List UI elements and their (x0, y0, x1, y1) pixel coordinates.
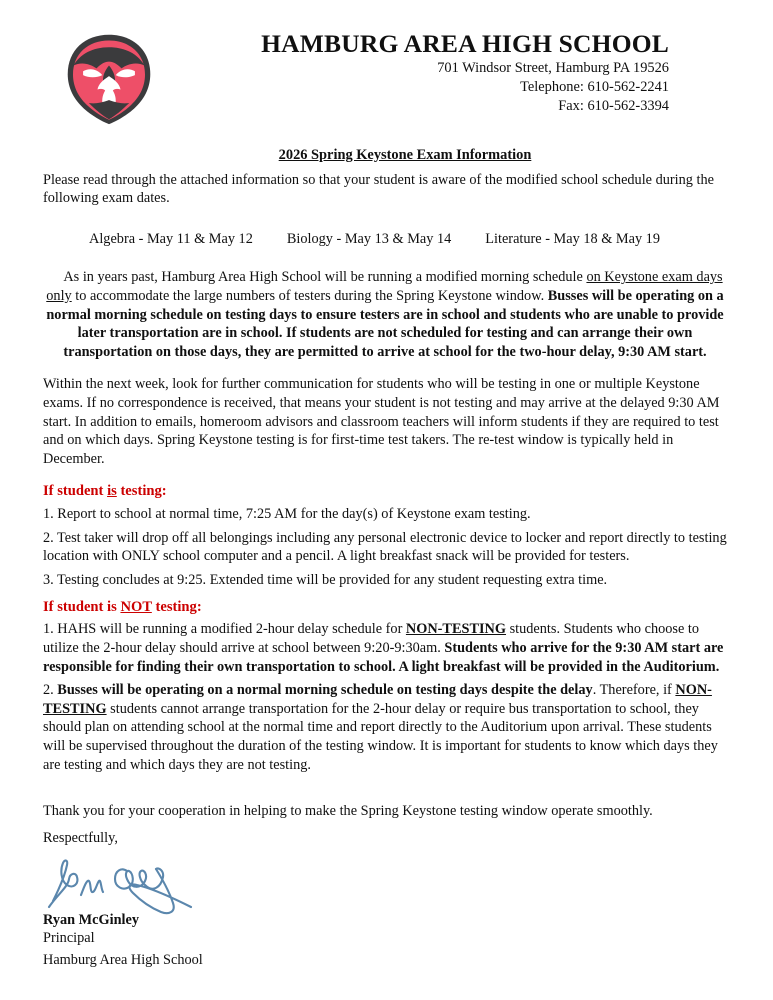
heading-if-student-is-testing (43, 482, 727, 501)
nt2-non-testing-emphasis: NON-TESTING (43, 682, 712, 717)
testing-item-1: 1. Report to school at normal time, 7:25 AM for the day(s) of Keystone exam testing. (43, 506, 531, 523)
not-testing-item-2 (43, 681, 727, 774)
signer-organization: Hamburg Area High School (43, 952, 203, 969)
letter-body (0, 146, 773, 969)
para1-bold: Busses will be operating on a normal morning schedule on testing days to ensure testers are in school and students who are unable to provide later transportation are in school. If students are not scheduled for testing and can arrange their own transportation on those days, they are permitted to arrive at school for the two-hour delay, 9:30 AM start. (46, 288, 724, 360)
exam-date-algebra: Algebra - May 11 & May 12 (89, 230, 253, 247)
paragraph-modified-schedule (43, 268, 727, 361)
school-telephone: Telephone: 610-562-2241 (520, 78, 669, 95)
closing-block (43, 802, 727, 969)
exam-date-biology: Biology - May 13 & May 14 (286, 230, 452, 247)
heading-not-testing-post: testing: (151, 598, 202, 615)
heading-testing-underline: is (107, 483, 117, 500)
signer-job-title: Principal (43, 930, 95, 947)
handwritten-signature-icon (43, 855, 233, 917)
heading-not-testing-pre: If student is (43, 598, 121, 615)
nt2-bold-busses: Busses will be operating on a normal morning schedule on testing days despite the delay (57, 682, 593, 699)
school-fax: Fax: 610-562-3394 (558, 97, 669, 114)
nt1-seg1: 1. HAHS will be running a modified 2-hour delay schedule for (43, 621, 406, 638)
hawk-head-icon (61, 30, 157, 126)
school-address: 701 Windsor Street, Hamburg PA 19526 (437, 59, 669, 76)
heading-if-student-is-not-testing (43, 598, 727, 617)
school-name: HAMBURG AREA HIGH SCHOOL (261, 29, 669, 58)
school-logo (54, 28, 164, 126)
para1-seg1: As in years past, Hamburg Area High School will be running a modified morning schedule (63, 269, 587, 286)
signer-name: Ryan McGinley (43, 912, 139, 929)
closing-thanks: Thank you for your cooperation in helping to make the Spring Keystone testing window operate smoothly. (43, 803, 653, 820)
nt1-non-testing-emphasis: NON-TESTING (405, 621, 507, 638)
signature-block (43, 855, 727, 969)
para1-seg3: to accommodate the large numbers of testers during the Spring Keystone window. (71, 288, 548, 305)
nt1-bold: Students who arrive for the 9:30 AM start are responsible for finding their own transportation to school. A light breakfast will be provided in the Auditorium. (43, 640, 724, 675)
heading-testing-post: testing: (116, 483, 167, 500)
nt1-seg3: students. Students who choose to utilize the 2-hour delay should arrive at school between 9:20-9:30am. (43, 621, 700, 657)
heading-not-testing-underline: NOT (120, 598, 152, 615)
intro-paragraph: Please read through the attached information so that your student is aware of the modified school schedule during the following exam dates. (43, 171, 714, 207)
exam-date-literature: Literature - May 18 & May 19 (485, 230, 660, 247)
not-testing-item-1 (43, 620, 727, 676)
closing-salutation: Respectfully, (43, 829, 118, 846)
nt2-seg1: 2. (43, 682, 58, 699)
letterhead-text (164, 28, 731, 116)
paragraph-communication: Within the next week, look for further communication for students who will be testing in one or multiple Keystone exams. If no correspondence is received, that means your student is not testing and may arrive at the delayed 9:30 AM start. In addition to emails, homeroom advisors and classroom teachers will inform students if they are required to test and on which days. Spring Keystone testing is for first-time test takers. The re-test window is typically held in December. (43, 376, 720, 467)
testing-item-2: 2. Test taker will drop off all belongings including any personal electronic device to locker and report directly to testing location with ONLY school computer and a pencil. A light breakfast snack will be provided for testers. (43, 529, 727, 565)
letterhead (0, 0, 773, 118)
para1-underlined: on Keystone exam days only (46, 269, 723, 305)
exam-dates-line (43, 230, 727, 249)
nt2-seg5: students cannot arrange transportation for the 2-hour delay or require bus transportation to school, they should plan on attending school at the normal time and report directly to the Auditorium upon arrival. These students will be supervised throughout the duration of the testing window. It is important for students to know which days they are testing and which days they are not testing. (43, 700, 718, 773)
document-title: 2026 Spring Keystone Exam Information (278, 147, 532, 163)
heading-testing-pre: If student (43, 483, 108, 500)
nt2-seg3: . Therefore, if (592, 682, 676, 699)
testing-item-3: 3. Testing concludes at 9:25. Extended time will be provided for any student requesting extra time. (43, 571, 608, 588)
